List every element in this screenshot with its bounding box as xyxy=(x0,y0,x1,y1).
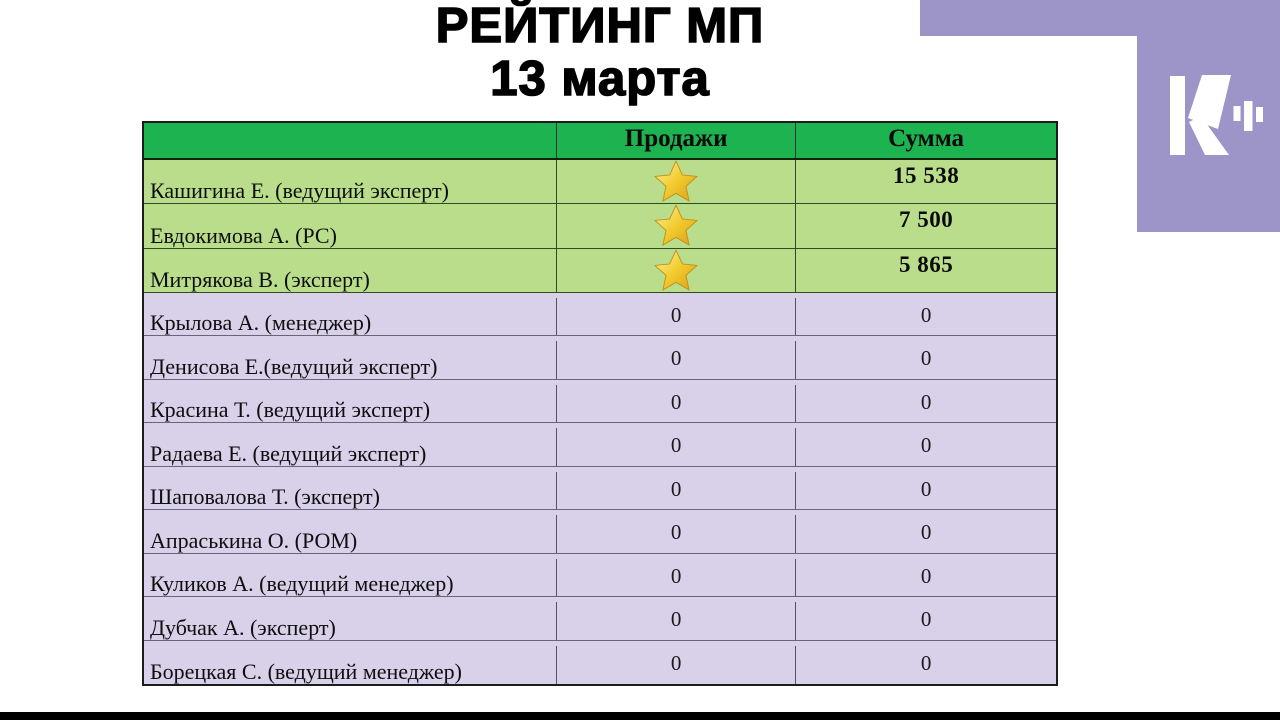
sum-cell xyxy=(796,559,1056,597)
table-row xyxy=(144,293,1056,337)
table-row xyxy=(144,423,1056,467)
employee-name: Митрякова В. (эксперт) xyxy=(144,249,557,292)
column-header-sum: Сумма xyxy=(888,125,965,152)
sales-cell xyxy=(557,472,796,510)
column-header-name xyxy=(144,123,557,158)
employee-name: Красина Т. (ведущий эксперт) xyxy=(144,385,557,423)
employee-name: Денисова Е.(ведущий эксперт) xyxy=(144,341,557,379)
employee-name: Апраськина О. (РОМ) xyxy=(144,515,557,553)
sales-value: 0 xyxy=(670,433,682,458)
sum-value: 0 xyxy=(920,346,932,371)
sales-value: 0 xyxy=(670,302,682,327)
table-row xyxy=(144,597,1056,641)
table-row xyxy=(144,380,1056,424)
column-header-sales: Продажи xyxy=(557,123,796,158)
sum-cell xyxy=(796,515,1056,553)
table-row xyxy=(144,160,1056,204)
table-body xyxy=(144,160,1056,684)
sales-cell xyxy=(557,341,796,379)
sum-value: 5 865 xyxy=(898,251,954,277)
sum-value: 15 538 xyxy=(892,163,960,188)
employee-name: Шаповалова Т. (эксперт) xyxy=(144,472,557,510)
rating-table xyxy=(142,121,1058,686)
sales-cell xyxy=(557,160,796,203)
star-icon xyxy=(652,159,700,204)
title-line-1: РЕЙТИНГ МП xyxy=(435,0,765,53)
sum-cell xyxy=(796,249,1056,292)
sales-cell xyxy=(557,298,796,336)
employee-name: Борецкая С. (ведущий менеджер) xyxy=(144,646,557,685)
employee-name: Дубчак А. (эксперт) xyxy=(144,602,557,640)
table-row xyxy=(144,554,1056,598)
table-row xyxy=(144,467,1056,511)
sales-value: 0 xyxy=(670,650,682,675)
table-row xyxy=(144,336,1056,380)
title-line-2: 13 марта xyxy=(490,52,710,106)
sales-cell xyxy=(557,204,796,247)
employee-name: Евдокимова А. (РС) xyxy=(144,204,557,247)
logo-block xyxy=(1137,0,1280,232)
employee-name: Кашигина Е. (ведущий эксперт) xyxy=(144,160,557,203)
star-icon xyxy=(652,203,700,248)
employee-name: Куликов А. (ведущий менеджер) xyxy=(144,559,557,597)
sum-cell xyxy=(796,472,1056,510)
sum-cell xyxy=(796,385,1056,423)
table-row xyxy=(144,249,1056,293)
sum-value: 0 xyxy=(920,389,932,414)
table-row xyxy=(144,204,1056,248)
k-plus-logo-icon xyxy=(1165,70,1267,158)
sales-cell xyxy=(557,515,796,553)
sum-value: 0 xyxy=(920,520,932,545)
bottom-bar xyxy=(0,712,1280,720)
sales-value: 0 xyxy=(670,563,682,588)
sales-value: 0 xyxy=(670,389,682,414)
employee-name: Крылова А. (менеджер) xyxy=(144,298,557,336)
sum-value: 0 xyxy=(920,650,932,675)
sales-cell xyxy=(557,646,796,685)
sum-cell xyxy=(796,428,1056,466)
sum-cell xyxy=(796,298,1056,336)
sum-value: 0 xyxy=(920,607,932,632)
sales-cell xyxy=(557,602,796,640)
sum-value: 0 xyxy=(920,302,932,327)
sum-cell xyxy=(796,646,1056,685)
sum-cell xyxy=(796,602,1056,640)
table-row xyxy=(144,641,1056,685)
sales-cell xyxy=(557,385,796,423)
sum-cell xyxy=(796,204,1056,247)
sales-value: 0 xyxy=(670,607,682,632)
sum-cell xyxy=(796,341,1056,379)
table-header-row xyxy=(144,123,1056,160)
table-row xyxy=(144,510,1056,554)
employee-name: Радаева Е. (ведущий эксперт) xyxy=(144,428,557,466)
sales-cell xyxy=(557,249,796,292)
sales-value: 0 xyxy=(670,476,682,501)
sum-value: 0 xyxy=(920,476,932,501)
sum-cell xyxy=(796,160,1056,203)
sales-value: 0 xyxy=(670,520,682,545)
sales-cell xyxy=(557,559,796,597)
sales-value: 0 xyxy=(670,346,682,371)
star-icon xyxy=(652,248,700,293)
sum-value: 0 xyxy=(920,563,932,588)
sum-value: 0 xyxy=(920,433,932,458)
sum-value: 7 500 xyxy=(898,207,954,233)
sales-cell xyxy=(557,428,796,466)
